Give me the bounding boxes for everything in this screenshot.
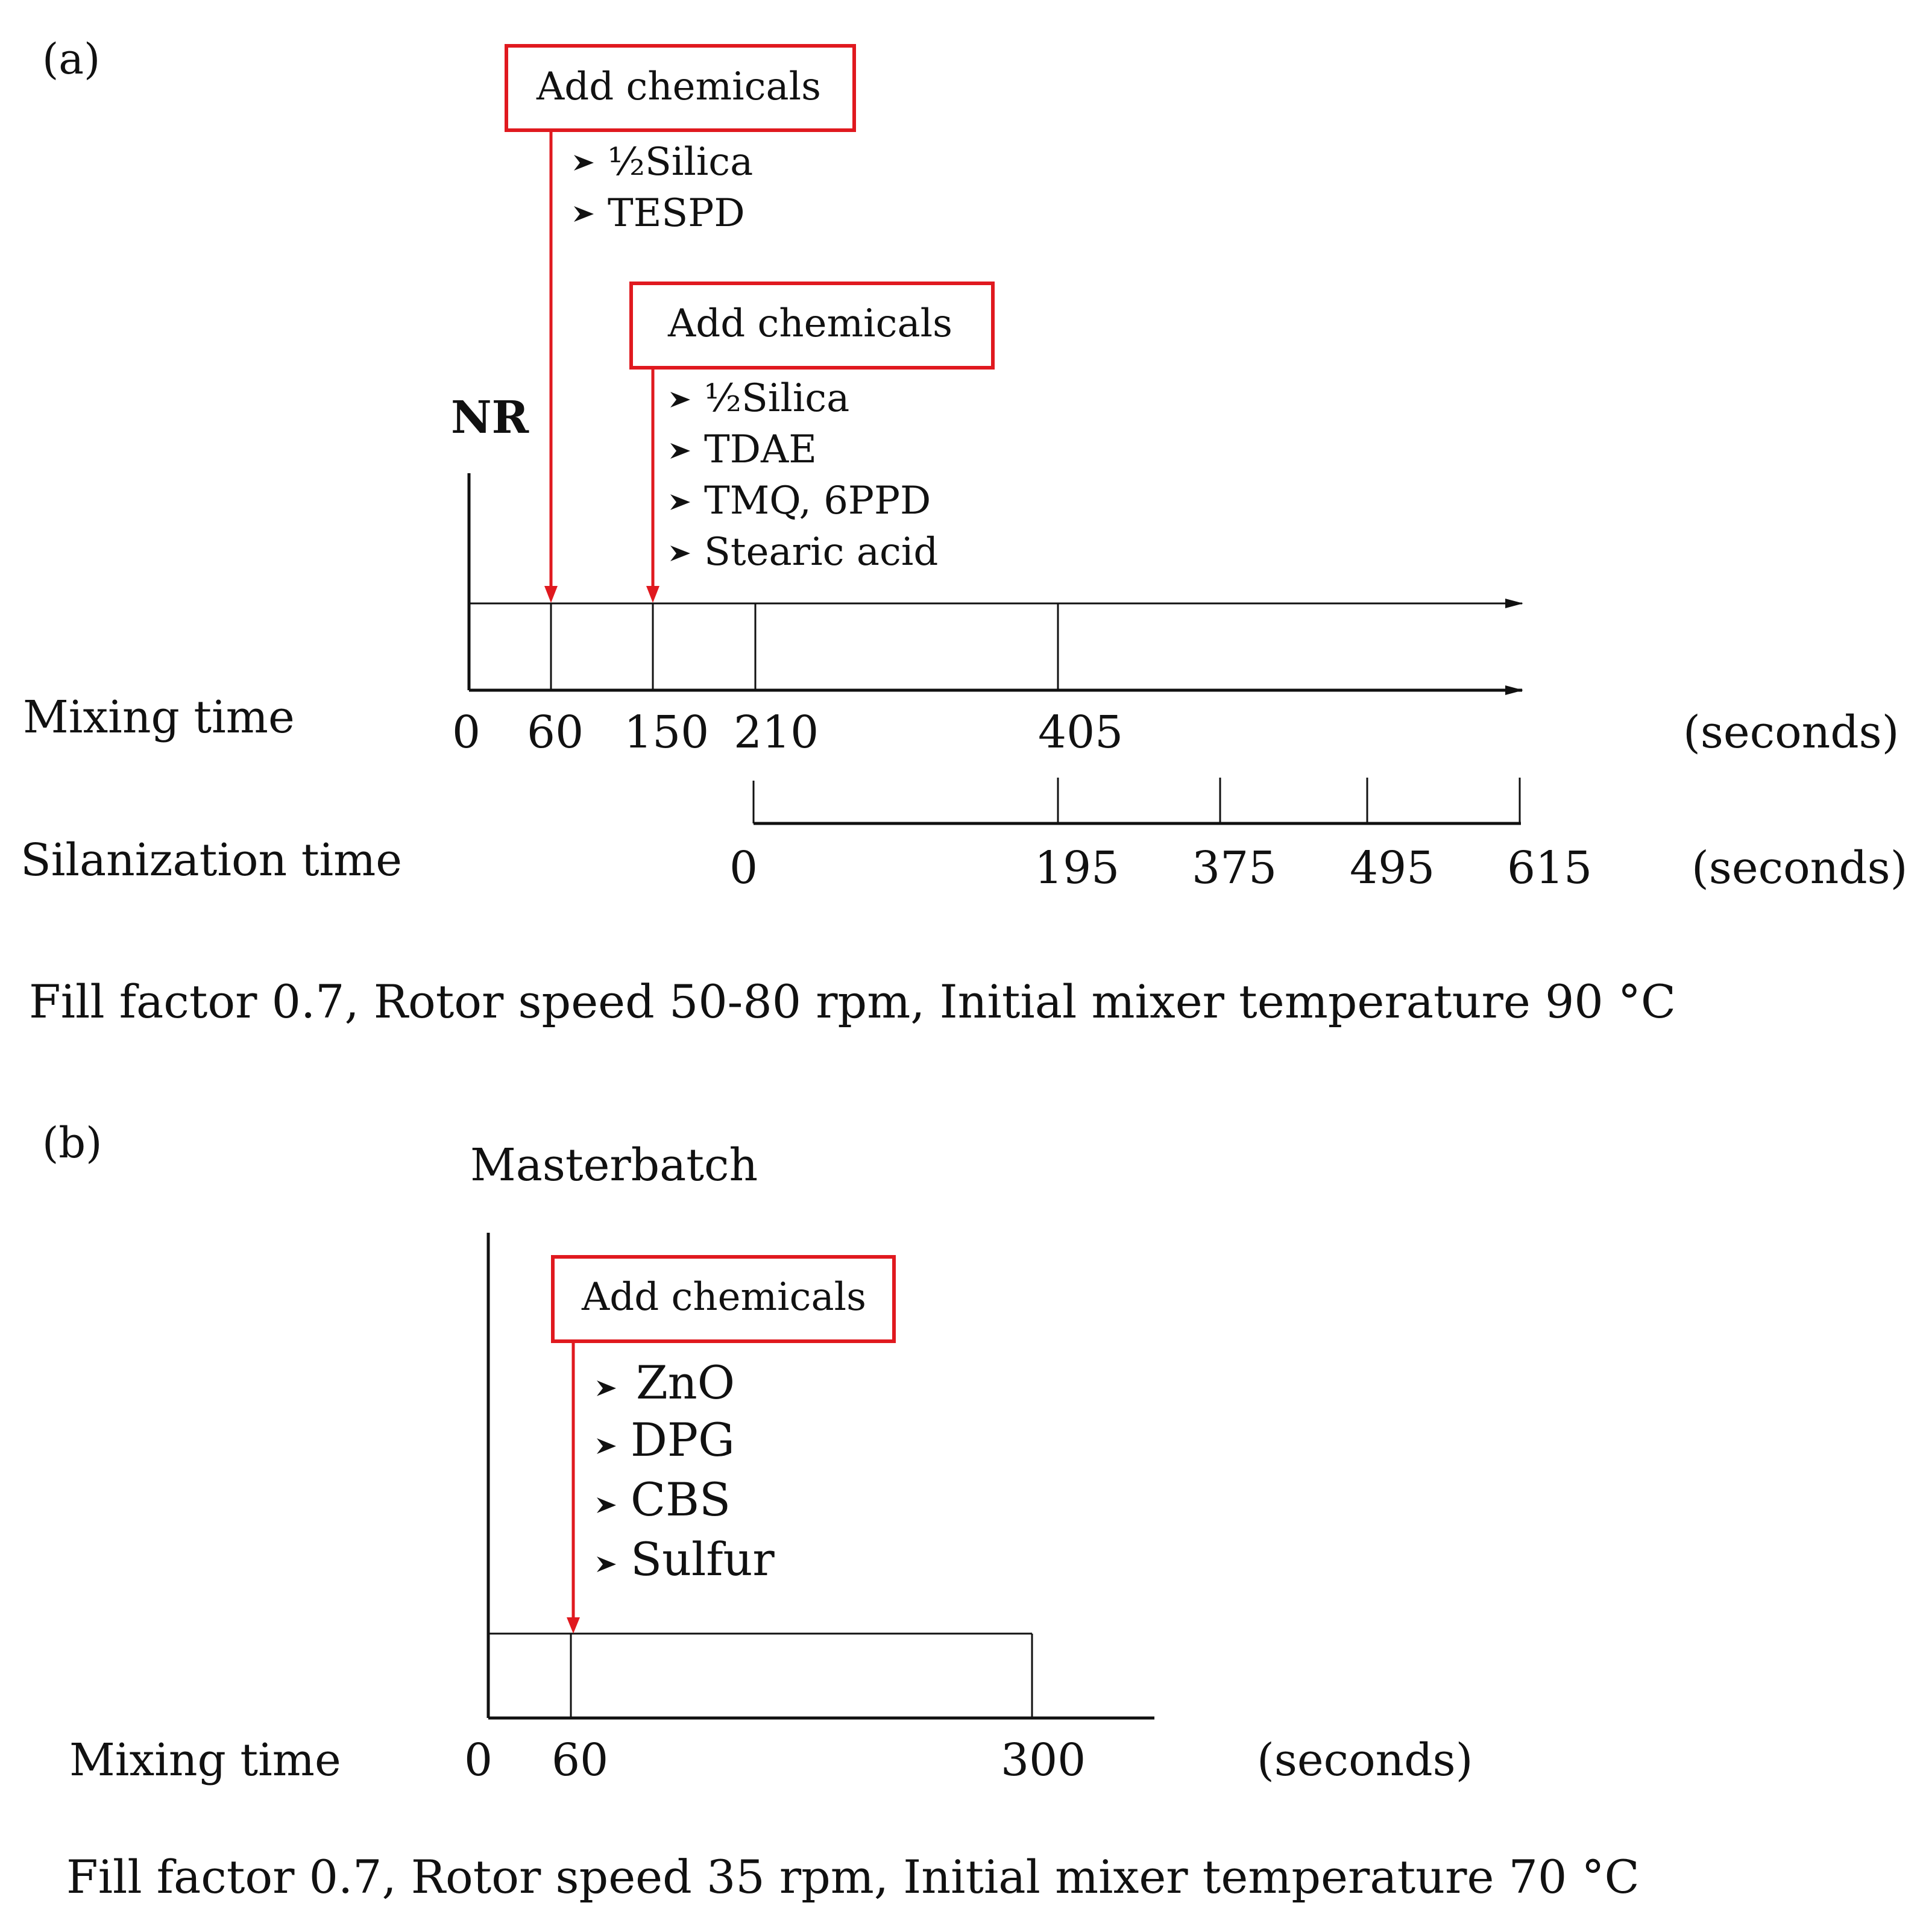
- list-2-item: TDAE: [704, 427, 817, 472]
- base-label-masterbatch: Masterbatch: [470, 1139, 758, 1191]
- mixing-tick-b: 0: [464, 1734, 493, 1786]
- silanization-time-label: Silanization time: [20, 834, 403, 886]
- list-b: [597, 1356, 775, 1586]
- mixing-tick: 0: [452, 706, 481, 758]
- add-chemicals-box-1-label: Add chemicals: [537, 65, 821, 109]
- mixing-tick-b: 300: [1001, 1734, 1086, 1786]
- arrowhead-bullet-icon: [670, 546, 690, 561]
- arrowhead-bullet-icon: [574, 206, 594, 222]
- mixing-unit-b: (seconds): [1257, 1734, 1473, 1786]
- mixing-unit: (seconds): [1683, 706, 1899, 758]
- mixing-tick: 150: [624, 706, 710, 758]
- add-arrow-2-head-icon: [646, 586, 659, 603]
- arrowhead-bullet-icon: [670, 392, 690, 407]
- base-label-nr: NR: [451, 392, 529, 444]
- silanization-tick-label: 375: [1192, 842, 1277, 894]
- arrowhead-bullet-icon: [597, 1497, 616, 1513]
- mixing-tick-b: 60: [552, 1734, 609, 1786]
- arrowhead-bullet-icon: [597, 1380, 616, 1396]
- list-b-item: ZnO: [636, 1356, 735, 1409]
- mixing-tick: 405: [1038, 706, 1124, 758]
- arrowhead-bullet-icon: [670, 494, 690, 510]
- panel-a-label: (a): [42, 34, 101, 84]
- mixing-tick: 60: [527, 706, 584, 758]
- list-2-item: TMQ, 6PPD: [704, 479, 931, 523]
- panel-a: [20, 34, 1908, 1028]
- add-chemicals-box-2-label: Add chemicals: [668, 301, 952, 346]
- list-2-item: ½Silica: [704, 376, 850, 421]
- silanization-tick-label: 0: [729, 842, 758, 894]
- list-1-item: ½Silica: [608, 140, 754, 184]
- panel-a-caption: Fill factor 0.7, Rotor speed 50-80 rpm, Initial mixer temperature 90 °C: [29, 975, 1676, 1028]
- mixing-time-label-b: Mixing time: [69, 1734, 341, 1786]
- add-chemicals-box-b-label: Add chemicals: [582, 1275, 866, 1320]
- list-b-item: CBS: [631, 1473, 731, 1526]
- list-1-item: TESPD: [608, 191, 745, 236]
- silanization-tick-label: 615: [1507, 842, 1593, 894]
- arrowhead-bullet-icon: [670, 443, 690, 459]
- arrowhead-bullet-icon: [597, 1438, 616, 1454]
- silanization-tick-label: 495: [1350, 842, 1435, 894]
- list-b-item: Sulfur: [631, 1532, 775, 1586]
- list-2-item: Stearic acid: [704, 530, 939, 574]
- list-b-item: DPG: [631, 1413, 735, 1467]
- mixing-time-label: Mixing time: [23, 691, 295, 743]
- list-2: [670, 376, 938, 574]
- list-1: [574, 140, 753, 236]
- panel-b-label: (b): [42, 1118, 102, 1168]
- silanization-unit: (seconds): [1692, 842, 1908, 894]
- add-arrow-1-head-icon: [544, 586, 558, 603]
- mixing-tick: 210: [734, 706, 819, 758]
- silanization-tick-label: 195: [1034, 842, 1120, 894]
- panel-b-caption: Fill factor 0.7, Rotor speed 35 rpm, Initial mixer temperature 70 °C: [66, 1850, 1640, 1904]
- add-arrow-b-head-icon: [567, 1617, 580, 1634]
- arrowhead-bullet-icon: [574, 155, 594, 171]
- arrowhead-bullet-icon: [597, 1556, 616, 1572]
- panel-b: [42, 1118, 1640, 1904]
